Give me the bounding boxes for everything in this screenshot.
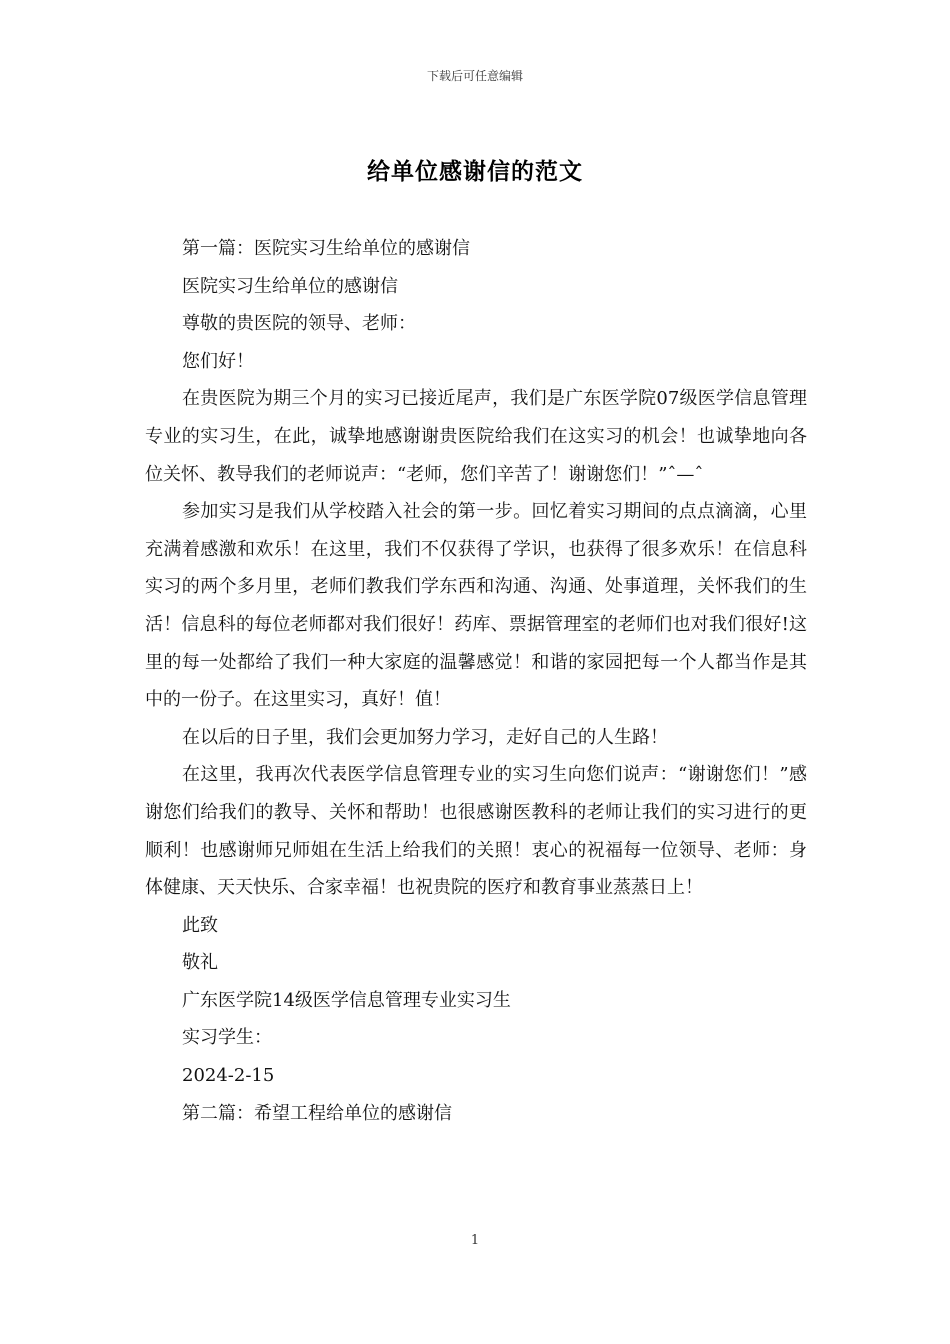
letter-date: 2024-2-15 [182, 1065, 275, 1087]
signature-label: 实习学生： [182, 1027, 272, 1049]
letter-title: 医院实习生给单位的感谢信 [182, 275, 398, 297]
salutation: 尊敬的贵医院的领导、老师： [182, 313, 416, 335]
section-heading-1: 第一篇：医院实习生给单位的感谢信 [182, 238, 470, 259]
greeting: 您们好！ [182, 350, 254, 372]
header-note: 下载后可任意编辑 [426, 69, 523, 83]
paragraph-thanks: 在这里，我再次代表医学信息管理专业的实习生向您们说声：“谢谢您们！”感谢您们给我们的教导、关怀和帮助！也很感谢医教科的老师让我们的实习进行的更顺利！也感谢师兄师姐在生活上给我们的关照！衷心的祝福每一位领导、老师：身体健康、天天快乐、合家幸福！也祝贵院的医疗和教育事业蒸蒸日上！ [145, 764, 807, 899]
paragraph-intro: 在贵医院为期三个月的实习已接近尾声，我们是广东医学院07级医学信息管理专业的实习生，在此，诚挚地感谢谢贵医院给我们在这实习的机会！也诚挚地向各位关怀、教导我们的老师说声：“老师，您们辛苦了！谢谢您们！”ˆ—ˆ [145, 388, 807, 485]
page-number: 1 [470, 1233, 480, 1248]
closing-2: 敬礼 [182, 952, 218, 974]
document-title: 给单位感谢信的范文 [367, 158, 583, 185]
paragraph-experience: 参加实习是我们从学校踏入社会的第一步。回忆着实习期间的点点滴滴，心里充满着感激和欢乐！在这里，我们不仅获得了学识，也获得了很多欢乐！在信息科实习的两个多月里，老师们教我们学东西和沟通、沟通、处事道理，关怀我们的生活！信息科的每位老师都对我们很好！药库、票据管理室的老师们也对我们很好!这里的每一处都给了我们一种大家庭的温馨感觉！和谐的家园把每一个人都当作是其中的一份子。在这里实习，真好！值！ [145, 501, 807, 711]
document-body [145, 230, 807, 1132]
closing-1: 此致 [182, 914, 218, 936]
paragraph-future: 在以后的日子里，我们会更加努力学习，走好自己的人生路！ [182, 726, 668, 748]
signature-group: 广东医学院14级医学信息管理专业实习生 [182, 989, 511, 1011]
section-heading-2: 第二篇：希望工程给单位的感谢信 [182, 1102, 452, 1124]
